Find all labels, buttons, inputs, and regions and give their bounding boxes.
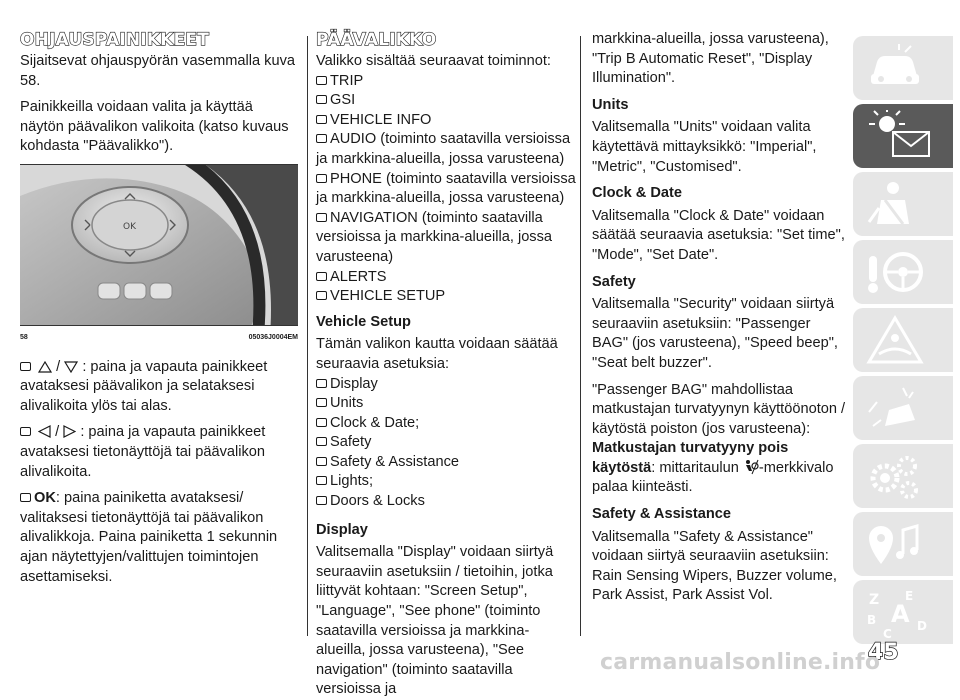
svg-text:A: A	[891, 600, 910, 628]
button-description: / : paina ja vapauta painikkeet avataksesi tietonäyttöjä tai päävalikon alivalikoita.	[20, 424, 266, 480]
list-item: VEHICLE SETUP	[316, 287, 578, 307]
subheading: Safety & Assistance	[592, 506, 731, 523]
road-warning-icon	[865, 314, 925, 368]
menu-list	[316, 72, 578, 307]
alphabet-index-icon	[865, 586, 935, 640]
watermark: carmanualsonline.info	[600, 650, 881, 675]
tab-emergency[interactable]	[853, 376, 953, 440]
list-item: Lights;	[316, 472, 578, 492]
tab-maintenance[interactable]	[853, 444, 953, 508]
list-item: Safety	[316, 433, 578, 453]
section-title: OHJAUSPAINIKKEET	[20, 30, 209, 50]
gears-icon	[865, 450, 925, 504]
svg-text:Z: Z	[869, 592, 880, 608]
list-item: VEHICLE INFO	[316, 111, 578, 131]
up-triangle-icon	[38, 361, 52, 373]
page-number: 45	[868, 640, 899, 665]
list-item: Doors & Locks	[316, 492, 578, 512]
bullet-icon	[20, 493, 31, 502]
paragraph: Tämän valikon kautta voidaan säätää seuraavia asetuksia:	[316, 336, 558, 372]
bullet-icon	[316, 496, 327, 505]
tab-vehicle[interactable]	[853, 36, 953, 100]
bullet-icon	[20, 427, 31, 436]
paragraph: Valitsemalla "Units" voidaan valita käytettävä mittayksikkö: "Imperial", "Metric", "Customised".	[592, 119, 817, 175]
airbag-off-icon	[743, 459, 759, 475]
car-crash-icon	[865, 382, 925, 436]
list-item: AUDIO (toiminto saatavilla versioissa ja markkina-alueilla, jossa varusteena)	[316, 131, 571, 167]
paragraph: Valitsemalla "Safety & Assistance" voidaan siirtyä seuraaviin asetuksiin: Rain Sensing Wipers, Buzzer volume, Park Assist, Park Assist Vol.	[592, 528, 837, 604]
figure-code: 05036J0004EM	[248, 333, 298, 341]
list-item: GSI	[316, 91, 578, 111]
column-divider	[307, 36, 308, 636]
list-item: PHONE (toiminto saatavilla versioissa ja markkina-alueilla, jossa varusteena)	[316, 170, 576, 207]
paragraph: Valitsemalla "Clock & Date" voidaan säätää seuraavia asetuksia: "Set time", "Mode", "Set Date".	[592, 207, 845, 263]
bullet-icon	[316, 379, 327, 388]
bullet-icon	[316, 174, 327, 183]
svg-text:B: B	[867, 613, 877, 627]
subheading: Clock & Date	[592, 185, 683, 202]
paragraph: Sijaitsevat ohjauspyörän vasemmalla kuva 58.	[20, 53, 295, 89]
tab-safety[interactable]	[853, 172, 953, 236]
bullet-icon	[316, 437, 327, 446]
column-main-menu	[316, 30, 578, 700]
tab-dashboard-active[interactable]	[853, 104, 953, 168]
right-triangle-icon	[63, 425, 76, 438]
button-description: OK: paina painiketta avataksesi/ valitaksesi tietonäyttöjä tai päävalikon alivalikkoja. Paina painiketta 1 sekunnin ajan näytettyjen/valittujen toimintojen asettamiseksi.	[20, 490, 278, 585]
subheading: Units	[592, 96, 629, 113]
left-triangle-icon	[38, 425, 51, 438]
subheading: Safety	[592, 273, 636, 290]
warning-light-envelope-icon	[865, 110, 935, 164]
bullet-icon	[316, 213, 327, 222]
paragraph: Painikkeilla voidaan valita ja käyttää näytön päävalikon valikoita (katso kuvaus kohdasta "Päävalikko").	[20, 99, 289, 155]
paragraph: Valitsemalla "Security" voidaan siirtyä seuraaviin asetuksiin: "Passenger BAG" (jos varusteena), "Speed beep", "Seat belt buzzer".	[592, 296, 838, 371]
list-item: ALERTS	[316, 268, 578, 288]
button-description: / : paina ja vapauta painikkeet avataksesi päävalikon ja selataksesi alivalikoita ylös tai alas.	[20, 358, 268, 414]
subheading: Display	[316, 521, 368, 538]
figure-caption	[20, 328, 298, 348]
down-triangle-icon	[64, 361, 78, 373]
seatbelt-person-icon	[865, 178, 925, 232]
svg-text:OK: OK	[123, 221, 136, 232]
list-item: Safety & Assistance	[316, 453, 578, 473]
tab-warning-lights[interactable]	[853, 308, 953, 372]
location-music-icon	[865, 518, 925, 572]
list-item: Clock & Date;	[316, 414, 578, 434]
paragraph: "Passenger BAG" mahdollistaa matkustajan turvatyynyn käyttöönoton / käytöstä poiston (jos varusteena):	[592, 381, 846, 437]
list-item: Units	[316, 394, 578, 414]
column-steering-controls	[20, 30, 298, 594]
bullet-icon	[316, 272, 327, 281]
paragraph: Valikko sisältää seuraavat toiminnot:	[316, 53, 551, 69]
bullet-icon	[20, 362, 31, 371]
tab-index[interactable]	[853, 580, 953, 644]
list-item: TRIP	[316, 72, 578, 92]
bullet-icon	[316, 398, 327, 407]
key-steering-wheel-icon	[865, 246, 925, 300]
svg-text:C: C	[883, 627, 892, 640]
bullet-icon	[316, 115, 327, 124]
subheading: Vehicle Setup	[316, 313, 411, 330]
svg-text:D: D	[917, 619, 927, 633]
bullet-icon	[316, 418, 327, 427]
bullet-icon	[316, 476, 327, 485]
bullet-icon	[316, 76, 327, 85]
list-item: Display	[316, 375, 578, 395]
tab-multimedia[interactable]	[853, 512, 953, 576]
paragraph: markkina-alueilla, jossa varusteena), "Trip B Automatic Reset", "Display Illumination".	[592, 31, 829, 87]
steering-wheel-figure	[20, 164, 298, 326]
bullet-icon	[316, 291, 327, 300]
car-icon	[865, 42, 925, 92]
steering-wheel-image	[20, 165, 298, 325]
column-divider	[580, 36, 581, 636]
tab-starting-driving[interactable]	[853, 240, 953, 304]
settings-list	[316, 375, 578, 512]
figure-number: 58	[20, 333, 28, 341]
svg-text:E: E	[905, 589, 914, 603]
paragraph: Matkustajan turvatyyny pois käytöstä: mittaritaulun -merkkivalo palaa kiinteästi.	[592, 440, 834, 496]
paragraph: Valitsemalla "Display" voidaan siirtyä seuraaviin asetuksiin / tietoihin, jotka liittyvät kohtaan: "Screen Setup", "Language", "See phone" (toiminto saatavilla versioissa ja markkina-alueilla, jossa varusteena), "See navigation" (toiminto saatavilla versioissa ja	[316, 544, 554, 698]
list-item: NAVIGATION (toiminto saatavilla versioissa ja markkina-alueilla, jossa varusteena)	[316, 209, 553, 265]
bullet-icon	[316, 95, 327, 104]
bullet-icon	[316, 134, 327, 143]
column-settings	[592, 30, 847, 613]
bullet-icon	[316, 457, 327, 466]
section-title: PÄÄVALIKKO	[316, 30, 437, 50]
